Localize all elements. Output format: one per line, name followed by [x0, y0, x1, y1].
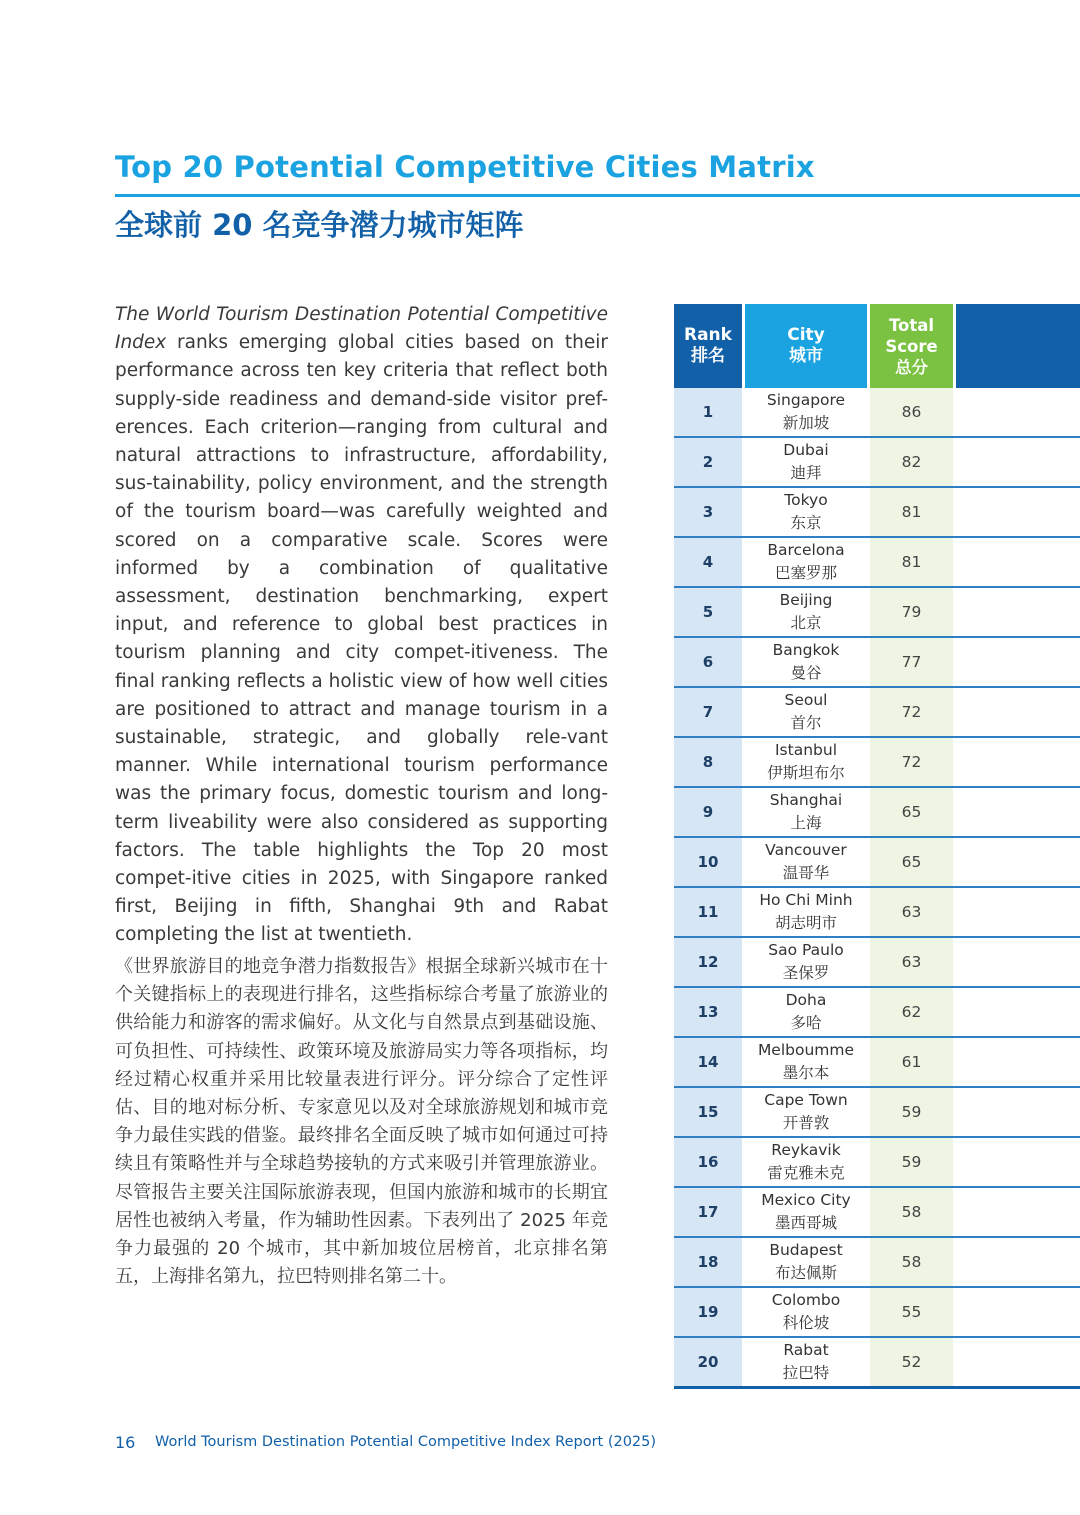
table-row [674, 538, 1080, 588]
rank-cell: 11 [674, 888, 742, 936]
score-cell: 81 [870, 538, 953, 586]
city-name-en: Istanbul [774, 741, 837, 759]
page-title-cn: 全球前 20 名竞争潜力城市矩阵 [115, 208, 524, 242]
rank-cell: 5 [674, 588, 742, 636]
city-cell [745, 888, 867, 936]
city-name-en: Sao Paulo [768, 941, 844, 959]
rank-cell: 8 [674, 738, 742, 786]
header-score-en-2: Score [885, 336, 938, 356]
rank-cell: 16 [674, 1138, 742, 1186]
city-name-cn: 温哥华 [782, 864, 830, 882]
table-row [674, 888, 1080, 938]
table-row [674, 1088, 1080, 1138]
score-cell: 52 [870, 1338, 953, 1386]
rank-cell: 4 [674, 538, 742, 586]
table-body [674, 388, 1080, 1388]
city-name-cn: 迪拜 [790, 464, 822, 482]
table-row [674, 638, 1080, 688]
city-name-cn: 多哈 [790, 1014, 822, 1032]
city-name-en: Budapest [769, 1241, 843, 1259]
table-row [674, 838, 1080, 888]
rank-cell: 9 [674, 788, 742, 836]
header-score-en-1: Total [888, 315, 935, 335]
score-cell: 59 [870, 1088, 953, 1136]
rank-cell: 12 [674, 938, 742, 986]
table-row [674, 1238, 1080, 1288]
city-cell [745, 438, 867, 486]
city-name-cn: 东京 [790, 514, 822, 532]
city-name-cn: 胡志明市 [774, 914, 837, 932]
city-name-en: Bangkok [772, 641, 840, 659]
table-row [674, 1188, 1080, 1238]
city-name-cn: 墨尔本 [782, 1064, 830, 1082]
city-name-cn: 科伦坡 [782, 1314, 830, 1332]
page-footer [115, 1430, 656, 1454]
header-blank-column [956, 304, 1080, 388]
city-name-cn: 首尔 [790, 714, 822, 732]
table-row [674, 1038, 1080, 1088]
table-row [674, 1138, 1080, 1188]
city-name-cn: 圣保罗 [782, 964, 830, 982]
score-cell: 58 [870, 1188, 953, 1236]
score-cell: 62 [870, 988, 953, 1036]
city-cell [745, 1138, 867, 1186]
rank-cell: 17 [674, 1188, 742, 1236]
rank-cell: 13 [674, 988, 742, 1036]
header-city-en: City [787, 325, 825, 345]
table-row [674, 938, 1080, 988]
city-name-cn: 上海 [790, 814, 822, 832]
header-rank-cn: 排名 [691, 346, 725, 366]
city-name-cn: 伊斯坦布尔 [767, 764, 845, 782]
page-number: 16 [115, 1432, 136, 1452]
rank-cell: 7 [674, 688, 742, 736]
score-cell: 63 [870, 938, 953, 986]
intro-paragraph-cn: 《世界旅游目的地竞争潜力指数报告》根据全球新兴城市在十个关键指标上的表现进行排名，这些指标综合考量了旅游业的供给能力和游客的需求偏好。从文化与自然景点到基础设施、可负担性、可持续性、政策环境及旅游局实力等各项指标，均经过精心权重并采用比较量表进行评分。评分综合了定性评估、目的地对标分析、专家意见以及对全球旅游规划和城市竞争力最佳实践的借鉴。最终排名全面反映了城市如何通过可持续且有策略性并与全球趋势接轨的方式来吸引并管理旅游业。尽管报告主要关注国际旅游表现，但国内旅游和城市的长期宜居性也被纳入考量，作为辅助性因素。下表列出了 2025 年竞争力最强的 20 个城市，其中新加坡位居榜首，北京排名第五，上海排名第九，拉巴特则排名第二十。 [115, 956, 608, 1288]
score-cell: 65 [870, 788, 953, 836]
rank-cell: 15 [674, 1088, 742, 1136]
city-name-en: Mexico City [761, 1191, 851, 1209]
city-name-cn: 雷克雅未克 [767, 1164, 845, 1182]
city-name-en: Tokyo [784, 491, 828, 509]
footer-report-title: World Tourism Destination Potential Competitive Index Report (2025) [155, 1434, 657, 1450]
rank-cell: 6 [674, 638, 742, 686]
table-row [674, 588, 1080, 638]
header-city-cn: 城市 [789, 346, 823, 366]
rank-cell: 1 [674, 388, 742, 436]
header-rank [674, 304, 742, 388]
row-divider [674, 1386, 1080, 1389]
page-title-en: Top 20 Potential Competitive Cities Matrix [115, 150, 815, 184]
table-row [674, 688, 1080, 738]
score-cell: 79 [870, 588, 953, 636]
city-name-en: Singapore [766, 391, 846, 409]
city-cell [745, 638, 867, 686]
city-name-en: Barcelona [767, 541, 845, 559]
city-name-en: Ho Chi Minh [759, 891, 853, 909]
score-cell: 86 [870, 388, 953, 436]
score-cell: 72 [870, 688, 953, 736]
city-name-en: Cape Town [764, 1091, 848, 1109]
score-cell: 61 [870, 1038, 953, 1086]
city-cell [745, 1038, 867, 1086]
city-cell [745, 1088, 867, 1136]
score-cell: 77 [870, 638, 953, 686]
table-row [674, 388, 1080, 438]
city-name-en: Doha [785, 991, 827, 1009]
rank-cell: 3 [674, 488, 742, 536]
table-row [674, 1338, 1080, 1388]
score-cell: 82 [870, 438, 953, 486]
rank-cell: 20 [674, 1338, 742, 1386]
score-cell: 55 [870, 1288, 953, 1336]
city-cell [745, 1338, 867, 1386]
city-name-cn: 开普敦 [782, 1114, 830, 1132]
city-cell [745, 488, 867, 536]
intro-paragraph-en [115, 301, 608, 950]
city-cell [745, 538, 867, 586]
rank-cell: 19 [674, 1288, 742, 1336]
rank-cell: 18 [674, 1238, 742, 1286]
city-cell [745, 1288, 867, 1336]
city-name-en: Shanghai [769, 791, 843, 809]
city-cell [745, 988, 867, 1036]
city-name-en: Colombo [771, 1291, 841, 1309]
city-name-en: Vancouver [765, 841, 847, 859]
city-name-cn: 新加坡 [782, 414, 830, 432]
score-cell: 65 [870, 838, 953, 886]
city-name-cn: 布达佩斯 [774, 1264, 837, 1282]
table-header [674, 304, 1080, 388]
table-row [674, 738, 1080, 788]
city-cell [745, 1188, 867, 1236]
city-name-cn: 拉巴特 [782, 1364, 830, 1382]
table-row [674, 988, 1080, 1038]
city-name-en: Seoul [784, 691, 828, 709]
report-name-italic: The World Tourism Destination Potential Competitive Index [115, 304, 608, 354]
city-name-en: Beijing [779, 591, 833, 609]
table-row [674, 488, 1080, 538]
score-cell: 81 [870, 488, 953, 536]
intro-body-en: ranks emerging global cities based on their performance across ten key criteria that reflect both supply-side readiness and demand-side visitor pref-erences. Each criterion—ranging from cultural and natural attractions to infrastructure, affordability, sus-tainability, policy environment, and the strength of the tourism board—was carefully weighted and scored on a comparative scale. Scores were informed by a combination of qualitative assessment, destination benchmarking, expert input, and reference to global best practices in tourism planning and city compet-itiveness. The final ranking reflects a holistic view of how well cities are positioned to attract and manage tourism in a sustainable, strategic, and globally rele-vant manner. While international tourism performance was the primary focus, domestic tourism and long-term liveability were also considered as supporting factors. The table highlights the Top 20 most compet-itive cities in 2025, with Singapore ranked first, Beijing in fifth, Shanghai 9th and Rabat completing the list at twentieth. [115, 332, 608, 946]
city-cell [745, 688, 867, 736]
rank-cell: 14 [674, 1038, 742, 1086]
rank-cell: 10 [674, 838, 742, 886]
city-name-cn: 巴塞罗那 [774, 564, 837, 582]
table-row [674, 1288, 1080, 1338]
city-name-cn: 墨西哥城 [774, 1214, 837, 1232]
city-name-cn: 北京 [790, 614, 822, 632]
city-name-cn: 曼谷 [790, 664, 822, 682]
score-cell: 63 [870, 888, 953, 936]
city-name-en: Rabat [783, 1341, 829, 1359]
score-cell: 58 [870, 1238, 953, 1286]
header-score-cn: 总分 [895, 357, 928, 377]
city-cell [745, 938, 867, 986]
score-cell: 59 [870, 1138, 953, 1186]
header-rank-en: Rank [684, 325, 732, 345]
city-cell [745, 1238, 867, 1286]
table-row [674, 438, 1080, 488]
city-cell [745, 738, 867, 786]
table-row [674, 788, 1080, 838]
score-cell: 72 [870, 738, 953, 786]
ranking-table [674, 304, 1080, 1388]
city-cell [745, 388, 867, 436]
title-divider [115, 194, 1080, 197]
city-cell [745, 788, 867, 836]
header-city [745, 304, 867, 388]
city-cell [745, 838, 867, 886]
city-cell [745, 588, 867, 636]
header-total-score [870, 304, 953, 388]
rank-cell: 2 [674, 438, 742, 486]
city-name-en: Reykavik [771, 1141, 841, 1159]
city-name-en: Melboumme [757, 1041, 855, 1059]
city-name-en: Dubai [783, 441, 829, 459]
